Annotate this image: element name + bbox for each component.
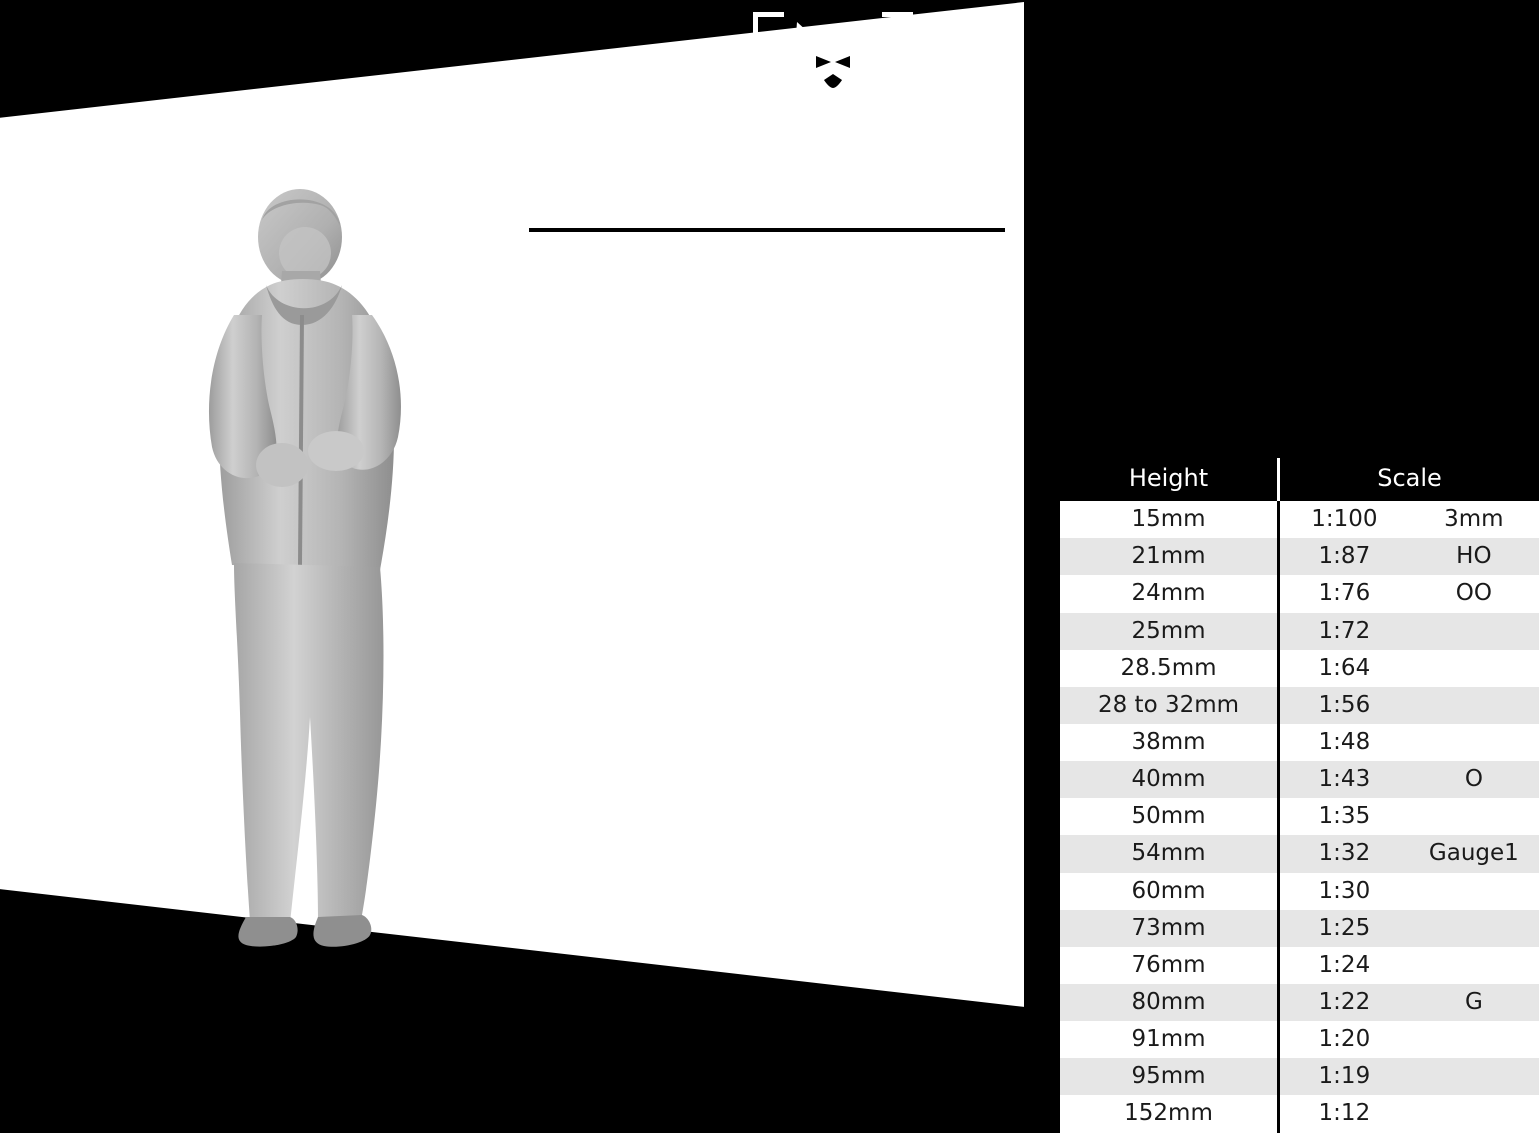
cell-height: 73mm	[1060, 910, 1279, 947]
cell-height: 28.5mm	[1060, 650, 1279, 687]
cell-gauge: HO	[1409, 538, 1539, 575]
cell-gauge	[1409, 947, 1539, 984]
cell-scale: 1:32	[1279, 835, 1409, 872]
table-header-row	[1060, 458, 1539, 501]
cell-height: 40mm	[1060, 761, 1279, 798]
cell-gauge	[1409, 873, 1539, 910]
cell-height: 80mm	[1060, 984, 1279, 1021]
brand-logo	[753, 8, 913, 118]
figure-illustration	[150, 165, 510, 945]
scale-table-body	[1060, 501, 1539, 1132]
table-row	[1060, 1095, 1539, 1132]
table-row	[1060, 873, 1539, 910]
scale-table	[1060, 458, 1539, 1133]
column-header-scale: Scale	[1279, 458, 1539, 501]
figure-photo	[150, 165, 510, 945]
cell-gauge	[1409, 1058, 1539, 1095]
cell-gauge: 3mm	[1409, 501, 1539, 538]
cell-scale: 1:19	[1279, 1058, 1409, 1095]
cell-scale: 1:43	[1279, 761, 1409, 798]
column-header-height: Height	[1060, 458, 1279, 501]
brand-name: Scale Scenery and Figures	[636, 140, 1014, 169]
cell-scale: 1:35	[1279, 798, 1409, 835]
cell-scale: 1:25	[1279, 910, 1409, 947]
cell-scale: 1:56	[1279, 687, 1409, 724]
table-row	[1060, 650, 1539, 687]
cell-gauge	[1409, 613, 1539, 650]
table-row	[1060, 984, 1539, 1021]
table-row	[1060, 613, 1539, 650]
cell-scale: 1:87	[1279, 538, 1409, 575]
table-row	[1060, 724, 1539, 761]
table-row	[1060, 501, 1539, 538]
cell-height: 76mm	[1060, 947, 1279, 984]
cell-height: 91mm	[1060, 1021, 1279, 1058]
scale-table-head	[1060, 458, 1539, 501]
cell-scale: 1:48	[1279, 724, 1409, 761]
cell-scale: 1:24	[1279, 947, 1409, 984]
cell-height: 50mm	[1060, 798, 1279, 835]
cell-scale: 1:30	[1279, 873, 1409, 910]
cell-scale: 1:22	[1279, 984, 1409, 1021]
table-row	[1060, 798, 1539, 835]
table-row	[1060, 947, 1539, 984]
cell-gauge	[1409, 1095, 1539, 1132]
cell-height: 60mm	[1060, 873, 1279, 910]
cell-gauge: G	[1409, 984, 1539, 1021]
cell-height: 152mm	[1060, 1095, 1279, 1132]
wolf-head-icon	[787, 20, 879, 106]
cell-scale: 1:12	[1279, 1095, 1409, 1132]
table-row	[1060, 910, 1539, 947]
table-row	[1060, 761, 1539, 798]
brand-block	[638, 0, 1018, 180]
cell-gauge: Gauge1	[1409, 835, 1539, 872]
cell-height: 54mm	[1060, 835, 1279, 872]
bracket-left-icon	[753, 12, 784, 122]
cell-height: 95mm	[1060, 1058, 1279, 1095]
cell-scale: 1:100	[1279, 501, 1409, 538]
table-row	[1060, 575, 1539, 612]
table-row	[1060, 835, 1539, 872]
cell-height: 24mm	[1060, 575, 1279, 612]
table-row	[1060, 538, 1539, 575]
cell-height: 25mm	[1060, 613, 1279, 650]
cell-gauge	[1409, 910, 1539, 947]
cell-height: 15mm	[1060, 501, 1279, 538]
cell-scale: 1:20	[1279, 1021, 1409, 1058]
cell-gauge: O	[1409, 761, 1539, 798]
bracket-right-icon	[882, 12, 913, 122]
cell-gauge	[1409, 724, 1539, 761]
table-row	[1060, 1021, 1539, 1058]
cell-height: 38mm	[1060, 724, 1279, 761]
cell-gauge	[1409, 798, 1539, 835]
cell-gauge	[1409, 687, 1539, 724]
cell-scale: 1:64	[1279, 650, 1409, 687]
cell-gauge: OO	[1409, 575, 1539, 612]
table-row	[1060, 687, 1539, 724]
cell-scale: 1:72	[1279, 613, 1409, 650]
cell-height: 21mm	[1060, 538, 1279, 575]
scale-table-container	[529, 228, 1005, 232]
table-row	[1060, 1058, 1539, 1095]
cell-gauge	[1409, 650, 1539, 687]
cell-gauge	[1409, 1021, 1539, 1058]
cell-scale: 1:76	[1279, 575, 1409, 612]
cell-height: 28 to 32mm	[1060, 687, 1279, 724]
